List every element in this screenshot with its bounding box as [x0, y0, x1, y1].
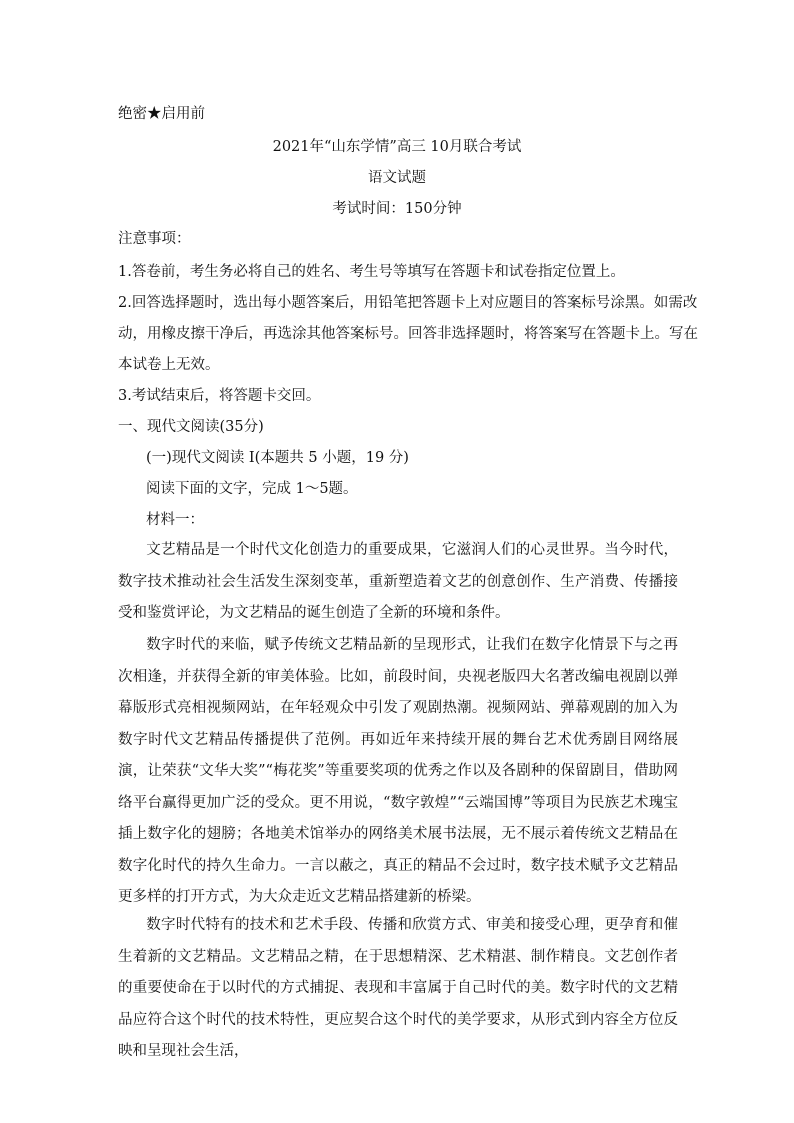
notice-item-1: 1.答卷前，考生务必将自己的姓名、考生号等填写在答题卡和试卷指定位置上。	[118, 264, 625, 280]
subsection-heading: (一)现代文阅读 I(本题共 5 小题，19 分)	[146, 450, 409, 466]
notice-heading: 注意事项：	[118, 231, 191, 247]
paragraph-2	[118, 630, 678, 914]
paragraph-3-text: 数字时代特有的技术和艺术手段、传播和欣赏方式、审美和接受心理，更孕育和催生着新的文艺精品。文艺精品之精，在于思想精深、艺术精湛、制作精良。文艺创作者的重要使命在于以时代的方式捕捉、表现和丰富属于自己时代的美。数字时代的文艺精品应符合这个时代的技术特性，更应契合这个时代的美学要求，从形式到内容全方位反映和呈现社会生活，	[118, 917, 678, 1059]
notice-item-2-line-1: 2.回答选择题时，选出每小题答案后，用铅笔把答题卡上对应题目的答案标号涂黑。如需改	[118, 295, 698, 311]
notice-item-3: 3.考试结束后，将答题卡交回。	[118, 388, 321, 404]
material-label: 材料一：	[146, 512, 204, 528]
subject-title: 语文试题	[368, 170, 426, 186]
reading-instruction: 阅读下面的文字，完成 1～5题。	[146, 481, 358, 497]
section-heading: 一、现代文阅读(35分)	[118, 419, 264, 435]
notice-item-2-line-3: 本试卷上无效。	[118, 357, 220, 373]
exam-time: 考试时间：150分钟	[332, 201, 462, 217]
secret-label: 绝密★启用前	[118, 106, 205, 122]
paragraph-2-text: 数字时代的来临，赋予传统文艺精品新的呈现形式，让我们在数字化情景下与之再次相逢，并获得全新的审美体验。比如，前段时间，央视老版四大名著改编电视剧以弹幕版形式亮相视频网站，在年轻观众中引发了观剧热潮。视频网站、弹幕观剧的加入为数字时代文艺精品传播提供了范例。再如近年来持续开展的舞台艺术优秀剧目网络展演，让荣获“文华大奖”“梅花奖”等重要奖项的优秀之作以及各剧种的保留剧目，借助网络平台赢得更加广泛的受众。更不用说，“数字敦煌”“云端国博”等项目为民族艺术瑰宝插上数字化的翅膀；各地美术馆举办的网络美术展书法展，无不展示着传统文艺精品在数字化时代的持久生命力。一言以蔽之，真正的精品不会过时，数字技术赋予文艺精品更多样的打开方式，为大众走近文艺精品搭建新的桥梁。	[118, 637, 678, 905]
paragraph-1-text: 文艺精品是一个时代文化创造力的重要成果，它滋润人们的心灵世界。当今时代，数字技术推动社会生活发生深刻变革，重新塑造着文艺的创意创作、生产消费、传播接受和鉴赏评论，为文艺精品的诞生创造了全新的环境和条件。	[118, 542, 678, 621]
paragraph-3	[118, 910, 678, 1068]
exam-title: 2021年“山东学情”高三 10月联合考试	[272, 139, 522, 155]
paragraph-1	[118, 535, 678, 630]
notice-item-2-line-2: 动，用橡皮擦干净后，再选涂其他答案标号。回答非选择题时，将答案写在答题卡上。写在	[118, 326, 698, 342]
